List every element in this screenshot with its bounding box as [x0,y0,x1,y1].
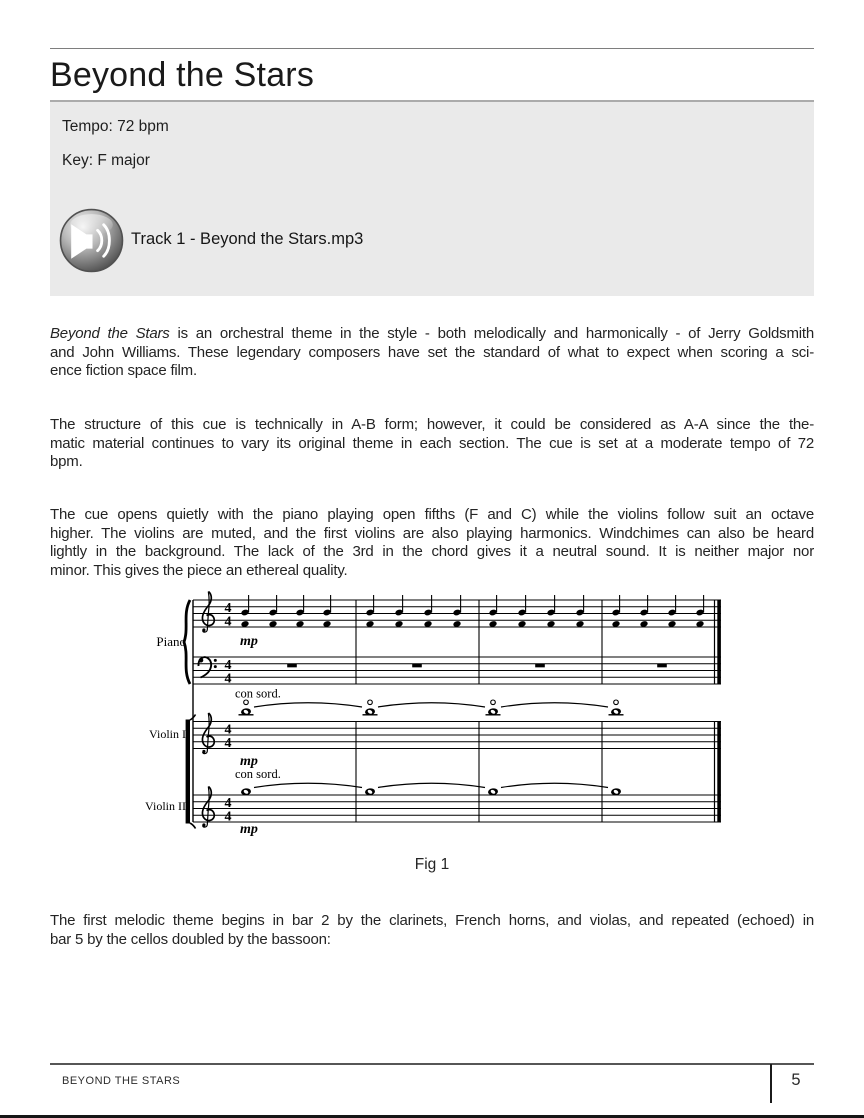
tie [501,783,608,787]
harmonic-circle [368,700,373,705]
text-line: matic material continues to vary its original theme in each section. The cue is set at a moderate tempo of 72 [50,434,814,452]
music-figure [140,588,740,850]
figure-caption: Fig 1 [414,856,450,873]
whole-rest [535,664,545,668]
time-signature: 4 [224,722,232,738]
text-line: lightly in the background. The lack of the 3rd in the chord gives it a neutral sound. It is neither major nor [50,543,814,561]
con-sord-marking: con sord. [235,767,281,781]
text-line: The cue opens quietly with the piano playing open fifths (F and C) while the violins follow suit an octave [50,506,814,523]
dynamic-mp: mp [240,822,258,837]
violin2-label: Violin II [145,799,186,813]
con-sord-marking: con sord. [235,686,281,701]
page-number: 5 [791,1071,801,1089]
text-line: minor. This gives the piece an ethereal quality. [50,561,348,579]
tie [254,783,362,787]
paragraph [50,325,814,381]
paragraph [50,506,814,580]
violin1-label: Violin I [149,727,186,741]
footer-title: BEYOND THE STARS [62,1075,181,1087]
svg-text:4: 4 [224,736,232,751]
harmonic-circle [244,700,249,705]
text-line: The first melodic theme begins in bar 2 by the clarinets, French horns, and violas, and repeated (echoed) in [50,912,814,929]
dynamic-mp: mp [240,754,258,769]
info-box [50,102,814,296]
piano-label: Piano [156,634,186,649]
text-line: ence fiction space film. [50,362,197,380]
page-title: Beyond the Stars [50,56,315,94]
harmonic-circle [491,700,496,705]
paragraph [50,416,814,472]
svg-text:4: 4 [224,809,232,825]
time-signature: 4 [224,658,232,673]
time-signature: 4 [224,601,232,616]
text-line: higher. The violins are muted, and the first violins are also playing harmonics. Windchimes can also be heard [50,524,814,542]
tempo-label: Tempo: 72 bpm [62,118,169,135]
speaker-icon[interactable] [59,208,124,273]
text-line: bpm. [50,453,83,471]
tie [501,703,608,707]
whole-rest [657,664,667,668]
tie [378,783,485,787]
key-label: Key: F major [62,152,150,169]
svg-text:4: 4 [224,671,232,687]
harmonic-circle [614,700,619,705]
paragraph [50,912,814,949]
track-label[interactable]: Track 1 - Beyond the Stars.mp3 [131,230,364,248]
footer-rule [50,1063,814,1065]
music-figure-wrap [140,588,740,855]
title-rule-top [50,48,814,49]
tie [254,703,362,707]
text-line: Beyond the Stars is an orchestral theme in the style - both melodically and harmonically - of Jerry Goldsmith [50,325,814,342]
text-line: bar 5 by the cellos doubled by the bassoon: [50,930,331,948]
svg-text:4: 4 [224,614,232,630]
dynamic-mp: mp [240,634,258,649]
whole-rest [287,664,297,668]
tie [378,703,485,707]
time-signature: 4 [224,796,232,811]
whole-rest [412,664,422,668]
text-line: The structure of this cue is technically in A-B form; however, it could be considered as A-A since the the- [50,416,814,433]
text-line: and John Williams. These legendary composers have set the standard of what to expect when scoring a sci- [50,343,814,361]
violin-bracket [186,720,190,824]
footer-divider [770,1064,772,1103]
